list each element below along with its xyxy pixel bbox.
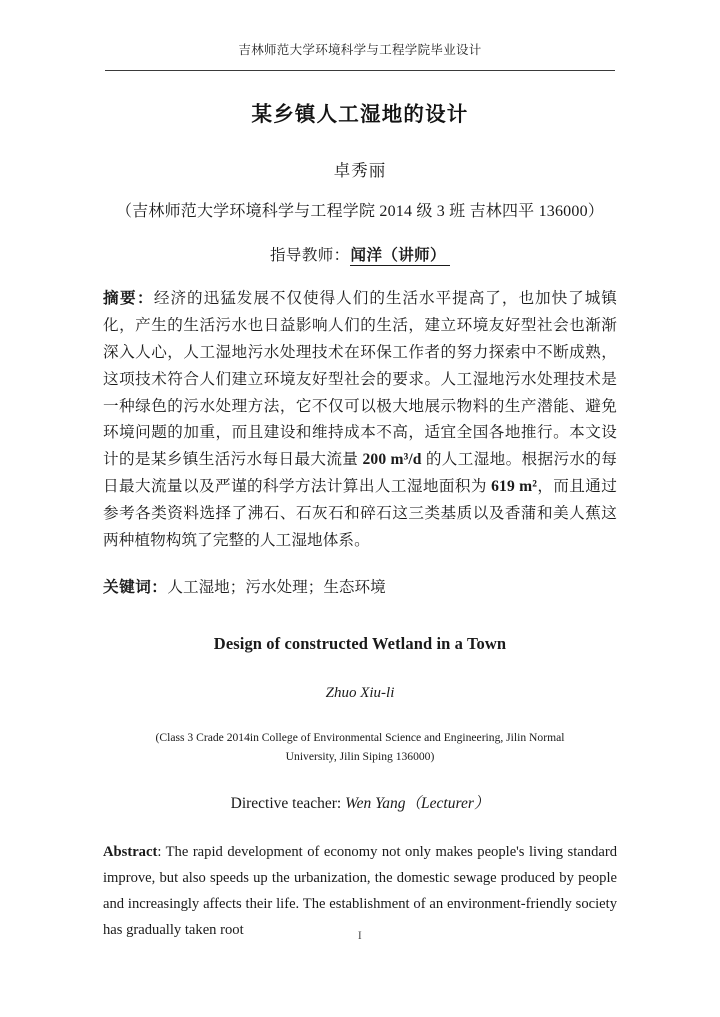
chinese-affiliation: （吉林师范大学环境科学与工程学院 2014 级 3 班 吉林四平 136000） — [115, 202, 604, 220]
chinese-advisor-line — [103, 243, 617, 268]
chinese-advisor-label: 指导教师： — [270, 245, 350, 264]
page-content — [103, 86, 617, 944]
chinese-title: 某乡镇人工湿地的设计 — [251, 102, 469, 126]
chinese-advisor-value: 闻洋（讲师） — [350, 246, 450, 266]
chinese-abstract-part1: 经济的迅猛发展不仅使得人们的生活水平提高了，也加快了城镇化，产生的生活污水也日益影响人们的生活，建立环境友好型社会也渐渐深入人心，人工湿地污水处理技术在环保工作者的努力探索中不断成熟，这项技术符合人们建立环境友好型社会的要求。人工湿地污水处理技术是一种绿色的污水处理方法，它不仅可以极大地展示物料的生产潜能、避免环境问题的加重，而且建设和维持成本不高，适宜全国各地推行。本文设计的是某乡镇生活污水每日最大流量 — [103, 290, 617, 469]
design-flow-value: 200 m³/d — [362, 451, 422, 469]
chinese-author: 卓秀丽 — [333, 160, 387, 180]
chinese-keywords-label: 关键词： — [103, 578, 168, 597]
chinese-abstract-label: 摘要： — [103, 289, 154, 308]
english-abstract-text: The rapid development of economy not only makes people's living standard improve, but also speeds up the urbanization, the domestic sewage produced by people and increasingly affects their life. The establishment of an environment-friendly society has gradually taken root — [103, 844, 617, 939]
running-header-text: 吉林师范大学环境科学与工程学院毕业设计 — [238, 42, 482, 57]
english-author: Zhuo Xiu-li — [325, 685, 395, 702]
wetland-area-value: 619 m² — [491, 478, 538, 496]
english-advisor-label: Directive teacher: — [230, 794, 346, 812]
english-advisor-line — [103, 793, 617, 815]
english-advisor-value: Wen Yang（Lecturer） — [345, 794, 490, 812]
chinese-keywords-value: 人工湿地；污水处理；生态环境 — [167, 579, 386, 597]
chinese-abstract — [103, 285, 617, 554]
header-divider-rule — [105, 70, 615, 71]
running-header — [105, 42, 615, 57]
chinese-abstract-part2: 的人工湿地。根据污水的每日最大流量以及严谨的科学方法计算出人工湿地面积为 — [103, 451, 618, 496]
chinese-abstract-part3: ，而且通过参考各类资料选择了沸石、石灰石和碎石这三类基质以及香蒲和美人蕉这两种植物构筑了完整的人工湿地体系。 — [103, 478, 617, 549]
english-abstract — [103, 840, 617, 944]
english-abstract-separator: : — [157, 844, 166, 861]
chinese-keywords-line — [103, 574, 617, 602]
english-affiliation: (Class 3 Crade 2014in College of Environmental Science and Engineering, Jilin Normal University, Jilin Siping 136000) — [155, 731, 565, 763]
page-number: I — [357, 930, 363, 942]
english-title: Design of constructed Wetland in a Town — [213, 633, 507, 653]
english-abstract-label: Abstract — [103, 844, 158, 861]
